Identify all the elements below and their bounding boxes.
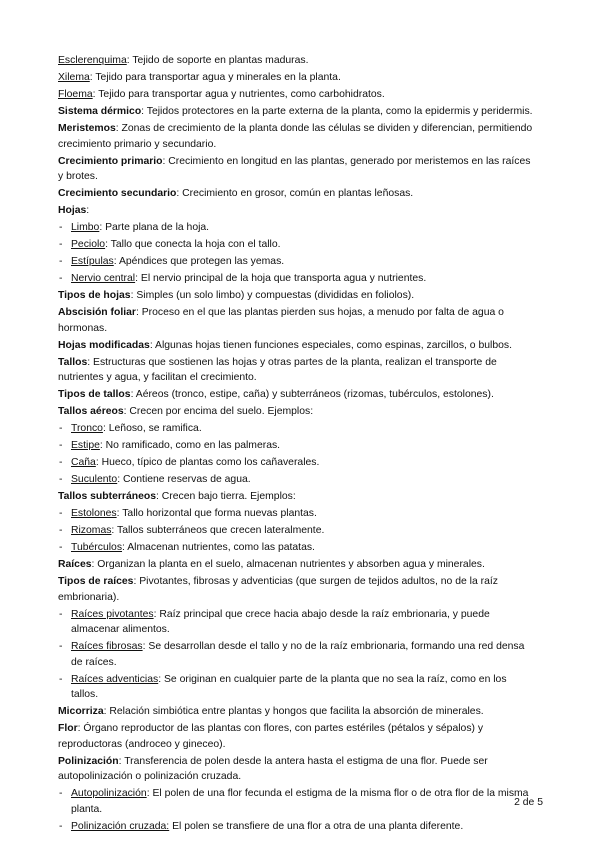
definition: : Crecimiento en longitud en las plantas, generado por meristemos en las raíces y brotes. [58,155,531,183]
definition: : Apéndices que protegen las yemas. [113,256,285,268]
bullet-dash: - [59,541,63,553]
term: Tallos aéreos [58,406,124,418]
bullet-dash: - [59,788,63,800]
paragraph [58,387,536,403]
term: Meristemos [58,122,116,134]
definition: : Tallos subterráneos que crecen lateralmente. [111,525,325,536]
definition: : Hueco, típico de plantas como los cañaverales. [95,457,320,469]
bullet-item [58,220,536,236]
definition: : Crecen bajo tierra. Ejemplos: [155,491,296,503]
term: Raíces [58,558,92,570]
definition: : Estructuras que sostienen las hojas y otras partes de la planta, realizan el transporte de nutrientes y agua, y facilitan el crecimiento. [58,356,497,384]
paragraph [58,203,536,219]
page-number: 2 de 5 [514,797,543,808]
paragraph [58,489,536,505]
bullet-item [58,672,536,703]
term: Crecimiento primario [58,155,163,167]
definition: : Transferencia de polen desde la antera hasta el estigma de una flor. Puede ser autopolinización o polinización cruzada. [58,755,488,783]
term: Nervio central [71,273,136,285]
term: Peciolo [71,239,106,251]
term: Sistema dérmico [58,105,142,117]
definition: : Raíz principal que crece hacia abajo desde la raíz embrionaria, y puede almacenar alimentos. [71,608,490,636]
bullet-item [58,540,536,556]
paragraph [58,186,536,202]
term: Raíces pivotantes [71,608,154,620]
bullet-item [58,254,536,270]
definition: : No ramificado, como en las palmeras. [99,440,281,452]
definition: : Algunas hojas tienen funciones especiales, como espinas, zarcillos, o bulbos. [149,339,512,351]
term: Tallos subterráneos [58,491,156,503]
bullet-dash: - [59,440,63,452]
term: Micorriza [58,706,104,718]
definition: : Aéreos (tronco, estipe, caña) y subterráneos (rizomas, tubérculos, estolones). [130,389,494,401]
definition: : Tejido de soporte en plantas maduras. [126,55,309,66]
paragraph [58,121,536,152]
bullet-dash: - [59,608,63,620]
term: Tipos de raíces [58,575,134,587]
bullet-dash: - [59,641,63,653]
term: Hojas [58,205,87,217]
definition: : Tallo que conecta la hoja con el tallo. [105,239,281,251]
bullet-item [58,237,536,253]
paragraph [58,721,536,752]
definition: : Leñoso, se ramifica. [102,423,202,435]
term: Raíces fibrosas [71,641,143,653]
definition: : Zonas de crecimiento de la planta donde las células se dividen y diferencian, permitiendo crecimiento primario y secundario. [58,122,533,150]
term: Abscisión foliar [58,306,136,318]
definition: : Tejido para transportar agua y nutrientes, como carbohidratos. [92,88,385,100]
term: Flor [58,723,78,735]
bullet-dash: - [59,273,63,285]
definition: : El polen de una flor fecunda el estigma de la misma flor o de otra flor de la misma planta. [71,788,529,815]
term: Caña [71,457,96,469]
bullet-item [58,421,536,437]
definition: : [86,205,90,217]
bullet-item [58,819,536,835]
bullet-item [58,271,536,287]
term: Tipos de hojas [58,290,131,301]
bullet-item [58,607,536,638]
definition: : Organizan la planta en el suelo, almacenan nutrientes y absorben agua y minerales. [91,558,485,570]
bullet-dash: - [59,525,63,536]
bullet-dash: - [59,423,63,435]
definition: : Crecimiento en grosor, común en plantas leñosas. [176,188,414,200]
term: Floema [58,88,93,100]
term: Esclerenquima [58,55,127,66]
term: Tallos [58,356,88,368]
term: Rizomas [71,525,112,536]
term: Xilema [58,71,90,83]
term: Estipe [71,440,100,452]
term: Polinización [58,755,119,767]
definition: : Órgano reproductor de las plantas con flores, con partes estériles (pétalos y sépalos) y reproductoras (androceo y gineceo). [58,723,484,750]
definition: : Parte plana de la hoja. [99,222,210,234]
paragraph [58,70,536,86]
term: Estolones [71,508,117,520]
definition: : El nervio principal de la hoja que transporta agua y nutrientes. [135,273,427,285]
definition: : Se originan en cualquier parte de la planta que no sea la raíz, como en los tallos. [71,673,507,701]
definition: : Tejido para transportar agua y minerales en la planta. [89,71,341,83]
definition: : Simples (un solo limbo) y compuestas (divididas en foliolos). [130,290,415,301]
term: Limbo [71,222,100,234]
bullet-dash: - [59,256,63,268]
paragraph [58,574,536,605]
term: Hojas modificadas [58,339,150,351]
paragraph [58,305,536,336]
definition: : Tejidos protectores en la parte externa de la planta, como la epidermis y peridermis. [141,105,533,117]
term: Raíces adventicias [71,673,159,685]
document-body [58,53,536,836]
bullet-dash: - [59,222,63,234]
definition: : Almacenan nutrientes, como las patatas. [122,541,315,553]
bullet-item [58,438,536,454]
term: Tipos de tallos [58,389,131,401]
definition: : Crecen por encima del suelo. Ejemplos: [123,406,314,418]
paragraph [58,87,536,103]
definition: : Contiene reservas de agua. [117,474,251,486]
definition: : Tallo horizontal que forma nuevas plantas. [116,508,317,520]
term: Estípulas [71,256,114,268]
definition: : Proceso en el que las plantas pierden sus hojas, a menudo por falta de agua o hormonas. [58,306,504,334]
term: Suculento [71,474,118,486]
paragraph [58,557,536,573]
bullet-item [58,506,536,522]
paragraph [58,404,536,420]
bullet-dash: - [59,239,63,251]
paragraph [58,53,536,69]
term: Tronco [71,423,103,435]
term: Polinización cruzada: [71,820,170,832]
bullet-dash: - [59,474,63,486]
paragraph [58,338,536,354]
definition: El polen se transfiere de una flor a otra de una planta diferente. [169,820,464,832]
paragraph [58,288,536,304]
definition: : Se desarrollan desde el tallo y no de la raíz embrionaria, formando una red densa de raíces. [71,641,525,668]
bullet-dash: - [59,673,63,685]
bullet-item [58,786,536,817]
paragraph [58,704,536,720]
paragraph [58,754,536,785]
bullet-dash: - [59,820,63,832]
paragraph [58,104,536,120]
paragraph [58,154,536,185]
bullet-item [58,455,536,471]
bullet-item [58,523,536,539]
bullet-dash: - [59,457,63,469]
term: Autopolinización [71,788,147,800]
paragraph [58,355,536,386]
term: Crecimiento secundario [58,188,177,200]
definition: : Pivotantes, fibrosas y adventicias (que surgen de tejidos adultos, no de la raíz embrionaria). [58,575,498,603]
definition: : Relación simbiótica entre plantas y hongos que facilita la absorción de minerales. [103,706,484,718]
bullet-item [58,472,536,488]
term: Tubérculos [71,541,123,553]
bullet-dash: - [59,508,63,520]
bullet-item [58,639,536,670]
